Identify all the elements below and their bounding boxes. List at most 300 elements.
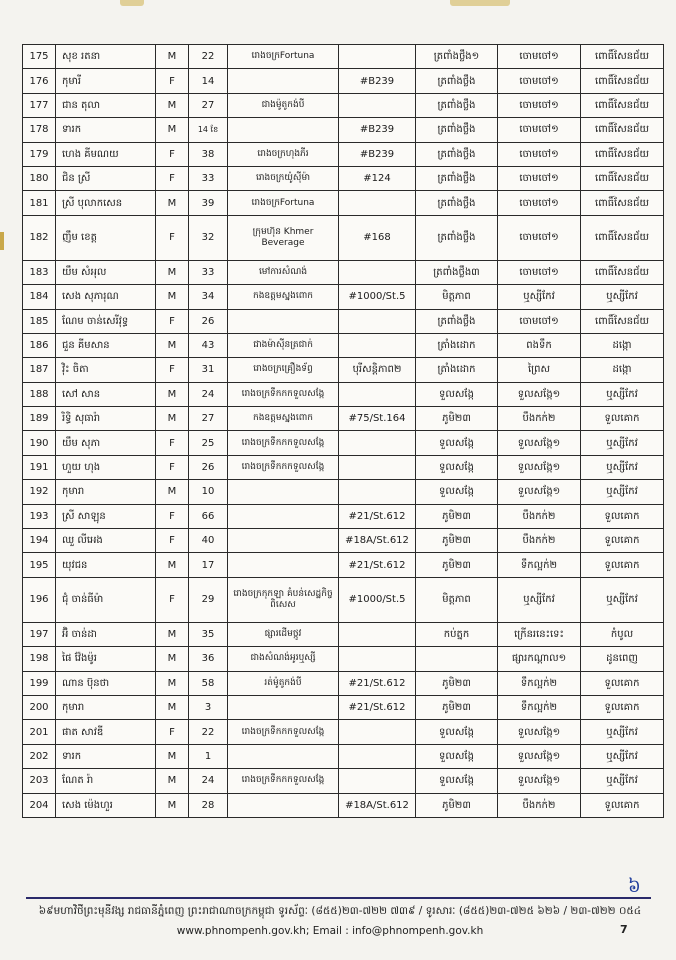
table-row [23, 69, 664, 93]
table-row [23, 744, 664, 768]
row-number-cell: 180 [23, 166, 56, 190]
house-number-cell [339, 480, 416, 504]
row-number-cell: 197 [23, 622, 56, 646]
commune-cell: ចោមចៅ១ [498, 215, 581, 260]
district-cell: ឬស្សីកែវ [581, 720, 664, 744]
district-cell: ពោធិ៍សែនជ័យ [581, 118, 664, 142]
sex-cell: F [156, 431, 189, 455]
row-number-cell: 185 [23, 309, 56, 333]
table-row [23, 260, 664, 284]
house-number-cell: #21/St.612 [339, 504, 416, 528]
workplace-cell: ជាងសំណង់អូរឬស្សី [228, 647, 339, 671]
person-name-cell: ជុំ ចាន់ធីម៉ា [56, 577, 156, 622]
person-name-cell: រិទ្ធិ សុធារ៉ា [56, 407, 156, 431]
commune-cell: ទួលសង្កែ១ [498, 431, 581, 455]
house-number-cell [339, 769, 416, 793]
sex-cell: F [156, 358, 189, 382]
commune-cell: ទួលសង្កែ១ [498, 720, 581, 744]
workplace-cell: រោងចក្រយ៉ូស៊ីម៉ា [228, 166, 339, 190]
village-cell: ត្រពាំងថ្លឹង [416, 215, 498, 260]
house-number-cell [339, 431, 416, 455]
row-number-cell: 196 [23, 577, 56, 622]
age-cell: 33 [189, 166, 228, 190]
table-row [23, 622, 664, 646]
house-number-cell [339, 720, 416, 744]
person-name-cell: ស្រី បុលាកសេន [56, 191, 156, 215]
sex-cell: M [156, 45, 189, 69]
sex-cell: M [156, 695, 189, 719]
person-name-cell: យុវជន [56, 553, 156, 577]
district-cell: ឬស្សីកែវ [581, 744, 664, 768]
person-name-cell: ញឹម ខេត្ត [56, 215, 156, 260]
village-cell: ត្រពាំងថ្លឹង [416, 118, 498, 142]
house-number-cell: #124 [339, 166, 416, 190]
workplace-cell: ជាងម៉ាស៊ីនត្រជាក់ [228, 333, 339, 357]
commune-cell: ឬស្សីកែវ [498, 577, 581, 622]
commune-cell: ចោមចៅ១ [498, 166, 581, 190]
header-scan-remnant [0, 0, 676, 32]
row-number-cell: 200 [23, 695, 56, 719]
village-cell: ត្រាំងដោក [416, 333, 498, 357]
commune-cell: ទួលសង្កែ១ [498, 382, 581, 406]
workplace-cell: រោងចក្រទឹកកកទួលសង្កែ [228, 382, 339, 406]
table-row [23, 480, 664, 504]
workplace-cell: កងឧត្តមស្នងពោក [228, 407, 339, 431]
village-cell: ទួលសង្កែ [416, 431, 498, 455]
district-cell: ទួលគោក [581, 793, 664, 817]
village-cell: ភូមិ២៣ [416, 529, 498, 553]
table-row [23, 407, 664, 431]
row-number-cell: 199 [23, 671, 56, 695]
person-name-cell: យឹម សំអុល [56, 260, 156, 284]
workplace-cell: កងឧត្តមស្នងពោក [228, 285, 339, 309]
person-name-cell: ទារក [56, 118, 156, 142]
sex-cell: M [156, 480, 189, 504]
row-number-cell: 190 [23, 431, 56, 455]
workplace-cell [228, 529, 339, 553]
district-cell: ឬស្សីកែវ [581, 455, 664, 479]
village-cell: ទួលសង្កែ [416, 769, 498, 793]
row-number-cell: 181 [23, 191, 56, 215]
commune-cell: ចោមចៅ១ [498, 142, 581, 166]
sex-cell: M [156, 260, 189, 284]
table-row [23, 553, 664, 577]
age-cell: 35 [189, 622, 228, 646]
sex-cell: M [156, 333, 189, 357]
table-row [23, 647, 664, 671]
row-number-cell: 178 [23, 118, 56, 142]
house-number-cell: #21/St.612 [339, 671, 416, 695]
person-name-cell: សុខ រតនា [56, 45, 156, 69]
house-number-cell [339, 382, 416, 406]
commune-cell: ផ្សារកណ្ដាល១ [498, 647, 581, 671]
row-number-cell: 194 [23, 529, 56, 553]
row-number-cell: 202 [23, 744, 56, 768]
house-number-cell: #1000/St.5 [339, 285, 416, 309]
village-cell: ភូមិ២៣ [416, 671, 498, 695]
house-number-cell [339, 45, 416, 69]
age-cell: 40 [189, 529, 228, 553]
age-cell: 32 [189, 215, 228, 260]
village-cell: ត្រាំងដោក [416, 358, 498, 382]
sex-cell: F [156, 504, 189, 528]
age-cell: 43 [189, 333, 228, 357]
workplace-cell: ក្រុមហ៊ុន Khmer Beverage [228, 215, 339, 260]
house-number-cell [339, 455, 416, 479]
age-cell: 58 [189, 671, 228, 695]
commune-cell: បឹងកក់២ [498, 504, 581, 528]
village-cell: ត្រពាំងថ្លឹង [416, 69, 498, 93]
margin-binding-mark [0, 232, 4, 250]
district-cell: ឬស្សីកែវ [581, 480, 664, 504]
sex-cell: M [156, 382, 189, 406]
workplace-cell [228, 793, 339, 817]
sex-cell: F [156, 215, 189, 260]
sex-cell: M [156, 793, 189, 817]
village-cell: ត្រពាំងថ្លឹង [416, 309, 498, 333]
district-cell: ឬស្សីកែវ [581, 382, 664, 406]
age-cell: 28 [189, 793, 228, 817]
commune-cell: ចោមចៅ១ [498, 69, 581, 93]
village-cell: ត្រពាំងថ្លឹង [416, 191, 498, 215]
table-row [23, 504, 664, 528]
district-cell: ឬស្សីកែវ [581, 577, 664, 622]
house-number-cell [339, 622, 416, 646]
person-name-cell: កុមារា [56, 695, 156, 719]
village-cell: ទួលសង្កែ [416, 480, 498, 504]
commune-cell: ព្រៃស [498, 358, 581, 382]
row-number-cell: 187 [23, 358, 56, 382]
house-number-cell: #B239 [339, 142, 416, 166]
village-cell: ត្រពាំងថ្លឹង [416, 166, 498, 190]
age-cell: 3 [189, 695, 228, 719]
table-row [23, 577, 664, 622]
handwritten-page-mark: ៦ [628, 876, 641, 897]
table-row [23, 695, 664, 719]
village-cell: ទួលសង្កែ [416, 720, 498, 744]
house-number-cell: #21/St.612 [339, 553, 416, 577]
workplace-cell: រោងចក្រទឹកកកទួលសង្កែ [228, 720, 339, 744]
commune-cell: ពងទឹក [498, 333, 581, 357]
row-number-cell: 183 [23, 260, 56, 284]
row-number-cell: 184 [23, 285, 56, 309]
village-cell: ភូមិ២៣ [416, 504, 498, 528]
workplace-cell: ផ្សារដើមថ្កូវ [228, 622, 339, 646]
workplace-cell [228, 695, 339, 719]
person-name-cell: កុមារា [56, 480, 156, 504]
table-row [23, 118, 664, 142]
workplace-cell: ជាងម៉ូតូកង់បី [228, 93, 339, 117]
workplace-cell [228, 480, 339, 504]
person-name-cell: ជិន ស្រី [56, 166, 156, 190]
sex-cell: F [156, 720, 189, 744]
case-roster-table [22, 44, 664, 818]
person-name-cell: ទារក [56, 744, 156, 768]
house-number-cell: #168 [339, 215, 416, 260]
district-cell: ទួលគោក [581, 695, 664, 719]
commune-cell: ទួលសង្កែ១ [498, 744, 581, 768]
table-row [23, 382, 664, 406]
table-row [23, 93, 664, 117]
table-row [23, 720, 664, 744]
age-cell: 27 [189, 93, 228, 117]
table-row [23, 45, 664, 69]
district-cell: ពោធិ៍សែនជ័យ [581, 93, 664, 117]
table-row [23, 333, 664, 357]
house-number-cell: #B239 [339, 118, 416, 142]
sex-cell: F [156, 529, 189, 553]
table-row [23, 358, 664, 382]
workplace-cell [228, 553, 339, 577]
house-number-cell [339, 333, 416, 357]
age-cell: 29 [189, 577, 228, 622]
row-number-cell: 182 [23, 215, 56, 260]
district-cell: ពោធិ៍សែនជ័យ [581, 309, 664, 333]
sex-cell: M [156, 769, 189, 793]
district-cell: ពោធិ៍សែនជ័យ [581, 45, 664, 69]
table-row [23, 671, 664, 695]
district-cell: ឬស្សីកែវ [581, 431, 664, 455]
workplace-cell: រោងចក្រកុកឡា គំបន់សេដ្ឋកិច្ចពិសេស [228, 577, 339, 622]
person-name-cell: កុមារី [56, 69, 156, 93]
district-cell: ទួលគោក [581, 671, 664, 695]
commune-cell: ឬស្សីកែវ [498, 285, 581, 309]
house-number-cell [339, 309, 416, 333]
row-number-cell: 179 [23, 142, 56, 166]
workplace-cell: រោងចក្រFortuna [228, 45, 339, 69]
village-cell: ភូមិ២៣ [416, 793, 498, 817]
workplace-cell [228, 309, 339, 333]
district-cell: ឬស្សីកែវ [581, 769, 664, 793]
commune-cell: ក្រើនរនេះទេះ [498, 622, 581, 646]
house-number-cell: #18A/St.612 [339, 793, 416, 817]
sex-cell: F [156, 455, 189, 479]
age-cell: 39 [189, 191, 228, 215]
age-cell: 26 [189, 309, 228, 333]
commune-cell: បឹងកក់២ [498, 529, 581, 553]
house-number-cell [339, 93, 416, 117]
workplace-cell [228, 744, 339, 768]
age-cell: 26 [189, 455, 228, 479]
table-row [23, 769, 664, 793]
row-number-cell: 177 [23, 93, 56, 117]
page-number: 7 [620, 923, 628, 936]
row-number-cell: 175 [23, 45, 56, 69]
commune-cell: ទួលសង្កែ១ [498, 455, 581, 479]
district-cell: ដង្កោ [581, 358, 664, 382]
table-row [23, 166, 664, 190]
age-cell: 38 [189, 142, 228, 166]
sex-cell: M [156, 647, 189, 671]
person-name-cell: ណាន ប៊ុនថា [56, 671, 156, 695]
village-cell: ភូមិ២៣ [416, 695, 498, 719]
workplace-cell: រោងចក្រទឹកកកទួលសង្កែ [228, 431, 339, 455]
person-name-cell: ជាន តុលា [56, 93, 156, 117]
table-row [23, 455, 664, 479]
sex-cell: F [156, 309, 189, 333]
age-cell: 24 [189, 769, 228, 793]
district-cell: ពោធិ៍សែនជ័យ [581, 191, 664, 215]
district-cell: ទួលគោក [581, 529, 664, 553]
person-name-cell: ផៃ វ៉ែងម៉ូរ [56, 647, 156, 671]
commune-cell: បឹងកក់២ [498, 407, 581, 431]
row-number-cell: 203 [23, 769, 56, 793]
workplace-cell [228, 504, 339, 528]
person-name-cell: ស្រី សាឡុន [56, 504, 156, 528]
house-number-cell [339, 647, 416, 671]
village-cell: ភូមិ២៣ [416, 407, 498, 431]
workplace-cell: រោងចក្រគ្រឿងទ័ព្ធ [228, 358, 339, 382]
commune-cell: ទឹកល្អក់២ [498, 671, 581, 695]
village-cell: កប់ត្នក [416, 622, 498, 646]
person-name-cell: ឈួ លីអេង [56, 529, 156, 553]
age-cell: 10 [189, 480, 228, 504]
sex-cell: M [156, 407, 189, 431]
house-number-cell [339, 191, 416, 215]
row-number-cell: 198 [23, 647, 56, 671]
village-cell: ត្រពាំងថ្លឹង [416, 142, 498, 166]
row-number-cell: 192 [23, 480, 56, 504]
table-row [23, 431, 664, 455]
district-cell: ពោធិ៍សែនជ័យ [581, 166, 664, 190]
row-number-cell: 195 [23, 553, 56, 577]
village-cell: ទួលសង្កែ [416, 382, 498, 406]
sex-cell: M [156, 553, 189, 577]
sex-cell: M [156, 622, 189, 646]
row-number-cell: 204 [23, 793, 56, 817]
age-cell: 31 [189, 358, 228, 382]
row-number-cell: 188 [23, 382, 56, 406]
commune-cell: ទឹកល្អក់២ [498, 695, 581, 719]
person-name-cell: សេង សុភារុណ [56, 285, 156, 309]
table-row [23, 142, 664, 166]
district-cell: ទួលគោក [581, 504, 664, 528]
district-cell: ទួលគោក [581, 407, 664, 431]
person-name-cell: សៅ សាន [56, 382, 156, 406]
district-cell: ពោធិ៍សែនជ័យ [581, 142, 664, 166]
table-row [23, 215, 664, 260]
house-number-cell: #1000/St.5 [339, 577, 416, 622]
workplace-cell: រោងចក្រទឹកកកទួលសង្កែ [228, 455, 339, 479]
sex-cell: M [156, 118, 189, 142]
commune-cell: ចោមចៅ១ [498, 260, 581, 284]
sex-cell: F [156, 166, 189, 190]
district-cell: ដូនពេញ [581, 647, 664, 671]
row-number-cell: 176 [23, 69, 56, 93]
table-row [23, 309, 664, 333]
row-number-cell: 186 [23, 333, 56, 357]
age-cell: 24 [189, 382, 228, 406]
age-cell: 14 ខែ [189, 118, 228, 142]
village-cell: មិត្តភាព [416, 285, 498, 309]
sex-cell: F [156, 577, 189, 622]
commune-cell: ចោមចៅ១ [498, 191, 581, 215]
workplace-cell [228, 69, 339, 93]
sex-cell: M [156, 191, 189, 215]
district-cell: ពោធិ៍សែនជ័យ [581, 69, 664, 93]
village-cell [416, 647, 498, 671]
commune-cell: ចោមចៅ១ [498, 45, 581, 69]
row-number-cell: 193 [23, 504, 56, 528]
district-cell: ពោធិ៍សែនជ័យ [581, 260, 664, 284]
age-cell: 34 [189, 285, 228, 309]
district-cell: ឬស្សីកែវ [581, 285, 664, 309]
table-row [23, 529, 664, 553]
row-number-cell: 201 [23, 720, 56, 744]
workplace-cell: រោងចក្រទឹកកកទួលសង្កែ [228, 769, 339, 793]
workplace-cell: រត់ម៉ូតូកង់បី [228, 671, 339, 695]
person-name-cell: ណែត រ៉ា [56, 769, 156, 793]
age-cell: 1 [189, 744, 228, 768]
commune-cell: ចោមចៅ១ [498, 309, 581, 333]
village-cell: ត្រពាំងថ្លឹង [416, 93, 498, 117]
sex-cell: M [156, 285, 189, 309]
roster-body [23, 45, 664, 818]
commune-cell: ទឹកល្អក់២ [498, 553, 581, 577]
row-number-cell: 191 [23, 455, 56, 479]
person-name-cell: ហេង គីមណយ [56, 142, 156, 166]
house-number-cell [339, 260, 416, 284]
house-number-cell: បុរីសន្តិភាព២ [339, 358, 416, 382]
commune-cell: ទួលសង្កែ១ [498, 480, 581, 504]
commune-cell: បឹងកក់២ [498, 793, 581, 817]
district-cell: ដង្កោ [581, 333, 664, 357]
village-cell: ទួលសង្កែ [416, 455, 498, 479]
person-name-cell: សេង ម៉េងហួរ [56, 793, 156, 817]
village-cell: ត្រពាំងថ្លឹង៣ [416, 260, 498, 284]
district-cell: កំបូល [581, 622, 664, 646]
district-cell: ពោធិ៍សែនជ័យ [581, 215, 664, 260]
workplace-cell [228, 118, 339, 142]
footer-address: ៦៩មហាវិថីព្រះមុនីវង្ស រាជធានីភ្នំពេញ ព្រះរាជាណាចក្រកម្ពុជា ទូរស័ព្ទៈ (៨៥៥)២៣-៧២២ ៧៣៩ / ទូរសារៈ (៨៥៥)២៣-៧២៥ ៦២៦ / ២៣-៧២២ ០៥៤ [38, 905, 642, 917]
age-cell: 33 [189, 260, 228, 284]
sex-cell: F [156, 142, 189, 166]
house-number-cell: #21/St.612 [339, 695, 416, 719]
village-cell: ទួលសង្កែ [416, 744, 498, 768]
person-name-cell: អ៊ិ ចាន់ដា [56, 622, 156, 646]
sex-cell: M [156, 744, 189, 768]
workplace-cell: រោងចក្រហុងភីរ [228, 142, 339, 166]
person-name-cell: ណែម ចាន់សេរីវុទ្ធ [56, 309, 156, 333]
table-row [23, 191, 664, 215]
footer-rule [26, 897, 651, 899]
village-cell: ភូមិ២៣ [416, 553, 498, 577]
age-cell: 66 [189, 504, 228, 528]
commune-cell: ចោមចៅ១ [498, 118, 581, 142]
village-cell: មិត្តភាព [416, 577, 498, 622]
house-number-cell [339, 744, 416, 768]
person-name-cell: វ៉ិះ ចិតា [56, 358, 156, 382]
person-name-cell: ផាត សាវឌី [56, 720, 156, 744]
person-name-cell: យឹម សុភា [56, 431, 156, 455]
house-number-cell: #B239 [339, 69, 416, 93]
age-cell: 17 [189, 553, 228, 577]
age-cell: 27 [189, 407, 228, 431]
age-cell: 14 [189, 69, 228, 93]
village-cell: ត្រពាំងថ្លឹង១ [416, 45, 498, 69]
commune-cell: ទួលសង្កែ១ [498, 769, 581, 793]
age-cell: 25 [189, 431, 228, 455]
row-number-cell: 189 [23, 407, 56, 431]
workplace-cell: រោងចក្រFortuna [228, 191, 339, 215]
table-row [23, 793, 664, 817]
sex-cell: M [156, 93, 189, 117]
workplace-cell: មៅការសំណង់ [228, 260, 339, 284]
age-cell: 22 [189, 45, 228, 69]
house-number-cell: #18A/St.612 [339, 529, 416, 553]
person-name-cell: ជួន គីមសាន [56, 333, 156, 357]
person-name-cell: ហួយ ហុង [56, 455, 156, 479]
